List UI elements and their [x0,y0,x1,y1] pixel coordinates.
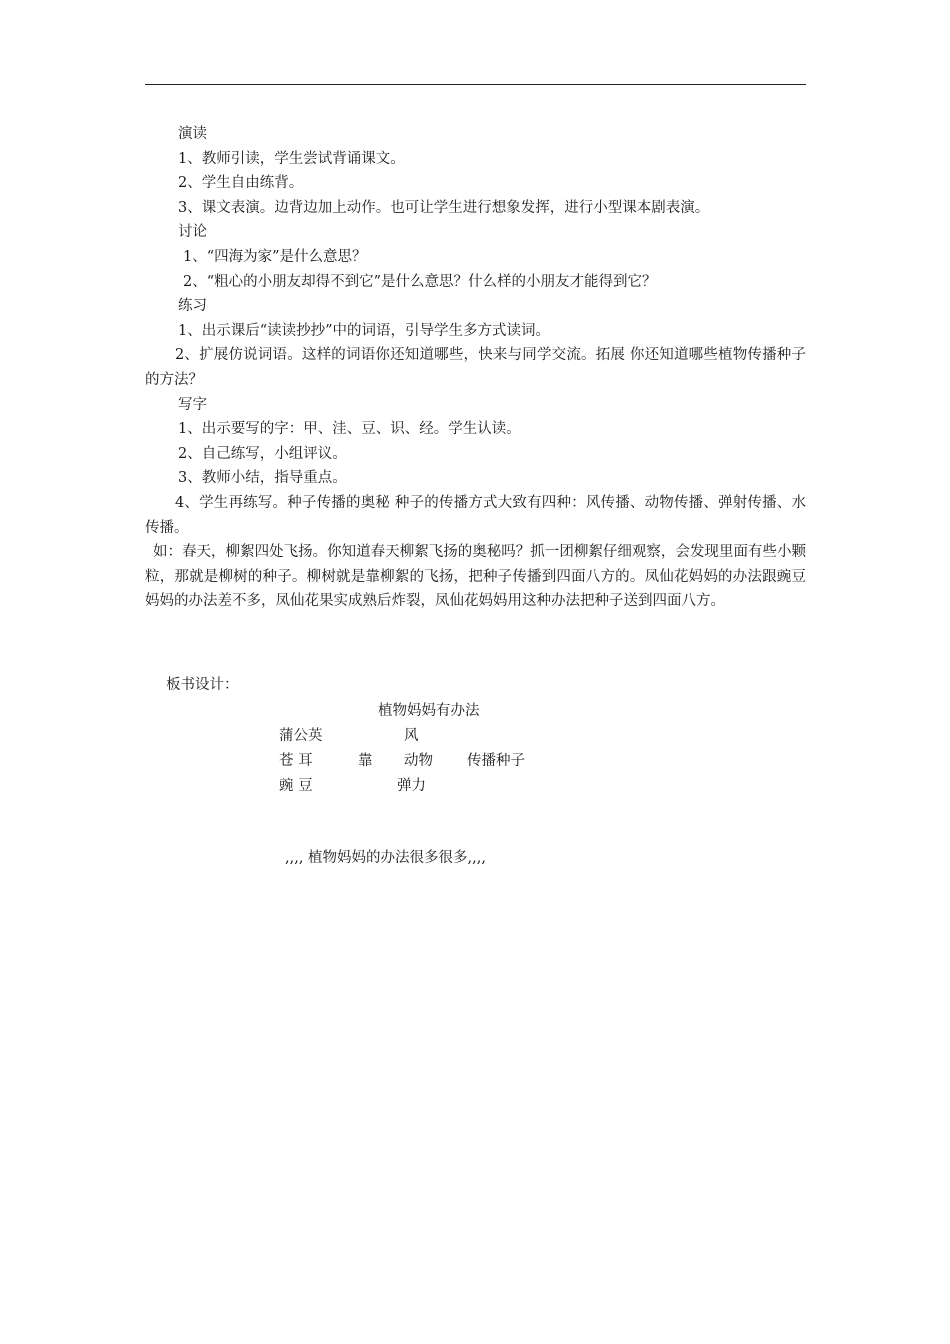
board-plant-1: 蒲公英 [279,728,323,744]
board-title: 植物妈妈有办法 [378,703,480,719]
lianxi-item-1: 1、出示课后“读读抄抄”中的词语，引导学生多方式读词。 [178,322,551,339]
yandu-item-1: 1、教师引读，学生尝试背诵课文。 [178,150,405,167]
section-heading-xiezi: 写字 [178,396,207,413]
section-heading-taolun: 讨论 [178,224,207,241]
yandu-item-2: 2、学生自由练背。 [178,175,304,192]
taolun-item-1: 1、“四海为家”是什么意思？ [183,248,367,265]
board-design-label: 板书设计： [166,677,239,693]
xiezi-item-4: 4、学生再练写。种子传播的奥秘 种子的传播方式大致有四种：风传播、动物传播、弹射传播、水传播。 [145,494,806,536]
header-rule [145,84,806,85]
xiezi-item-2: 2、自己练写，小组评议。 [178,445,347,462]
board-plant-3: 豌 豆 [279,778,313,794]
board-closing-line: ,,,, 植物妈妈的办法很多很多,,,, [285,850,486,866]
section-heading-yandu: 演读 [178,126,207,142]
board-plant-2: 苍 耳 [279,753,313,769]
section-heading-lianxi: 练习 [178,298,207,315]
board-method-1: 风 [404,728,419,744]
yandu-item-3: 3、课文表演。边背边加上动作。也可让学生进行想象发挥，进行小型课本剧表演。 [178,199,710,216]
board-method-3: 弹力 [397,778,426,794]
board-result: 传播种子 [467,753,525,769]
lianxi-item-2: 2、扩展仿说词语。这样的词语你还知道哪些，快来与同学交流。拓展 你还知道哪些植物传播种子的方法？ [145,347,806,388]
board-method-2: 动物 [404,753,433,769]
taolun-item-2: 2、“粗心的小朋友却得不到它”是什么意思？什么样的小朋友才能得到它？ [183,273,657,290]
board-kao: 靠 [358,753,373,769]
example-paragraph: 如：春天，柳絮四处飞扬。你知道春天柳絮飞扬的奥秘吗？抓一团柳絮仔细观察，会发现里面有些小颗粒，那就是柳树的种子。柳树就是靠柳絮的飞扬，把种子传播到四面八方的。凤仙花妈妈的办法跟豌豆妈妈的办法差不多，凤仙花果实成熟后炸裂，凤仙花妈妈用这种办法把种子送到四面八方。 [145,544,806,610]
lesson-body [145,122,806,614]
xiezi-item-1: 1、出示要写的字：甲、洼、豆、识、经。学生认读。 [178,421,521,438]
xiezi-item-3: 3、教师小结，指导重点。 [178,470,347,487]
